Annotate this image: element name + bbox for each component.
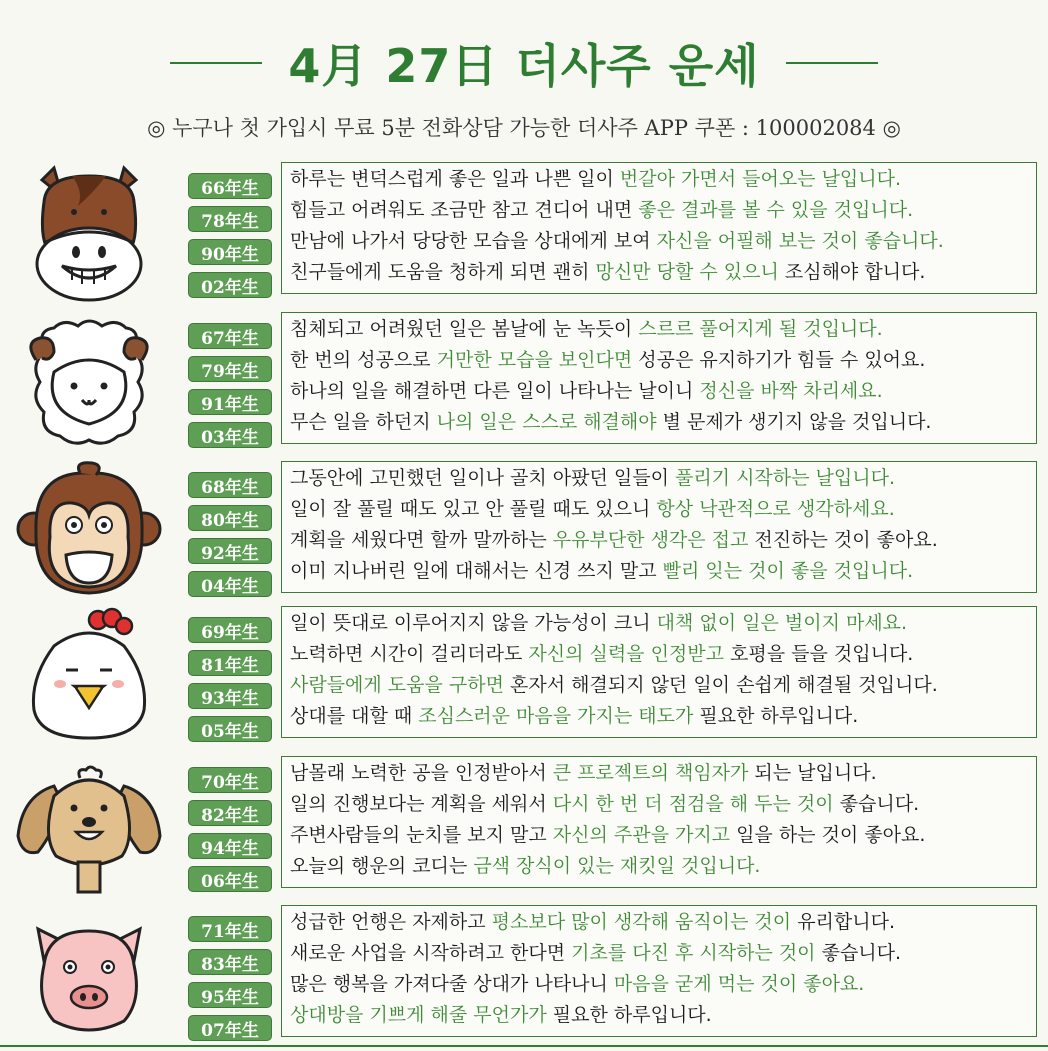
birth-year-column [188, 606, 274, 746]
birth-year-badge: 80年生 [188, 505, 272, 531]
fortune-text: 친구들에게 도움을 청하게 되면 괜히 [290, 261, 596, 283]
fortune-highlight: 정신을 바짝 차리세요. [699, 380, 883, 402]
birth-year-badge: 95年生 [188, 982, 272, 1008]
fortune-text-box [281, 162, 1037, 294]
fortune-section [0, 905, 1048, 1045]
fortune-text: 침체되고 어려웠던 일은 봄날에 눈 녹듯이 [290, 318, 639, 340]
fortune-text: 조심해야 합니다. [778, 261, 926, 283]
fortune-section [0, 461, 1048, 601]
fortune-line [290, 257, 1032, 288]
fortune-line [290, 1000, 1032, 1031]
fortune-line [290, 789, 1032, 820]
birth-year-badge: 93年生 [188, 683, 272, 709]
fortune-line [290, 851, 1032, 882]
fortune-section [0, 606, 1048, 746]
birth-year-badge: 07年生 [188, 1015, 272, 1041]
fortune-text: 일의 진행보다는 계획을 세워서 [290, 793, 553, 815]
fortune-highlight: 대책 없이 일은 벌이지 마세요. [656, 612, 908, 634]
fortune-line [290, 820, 1032, 851]
fortune-text: 많은 행복을 가져다줄 상대가 나타나니 [290, 973, 614, 995]
fortune-text-box [281, 756, 1037, 888]
fortune-text: 필요한 하루입니다. [546, 1004, 712, 1026]
fortune-line [290, 556, 1032, 587]
fortune-text: 혼자서 해결되지 않던 일이 손쉽게 해결될 것입니다. [503, 674, 938, 696]
fortune-text: 전진하는 것이 좋아요. [748, 529, 938, 551]
birth-year-column [188, 756, 274, 896]
fortune-highlight: 사람들에게 도움을 구하면 [290, 674, 504, 696]
birth-year-badge: 71年生 [188, 916, 272, 942]
fortune-line [290, 463, 1032, 494]
fortune-text-box [281, 905, 1037, 1037]
fortune-highlight: 망신만 당할 수 있으니 [595, 261, 779, 283]
monkey-icon [14, 461, 164, 601]
pig-icon [14, 905, 164, 1045]
fortune-line [290, 164, 1032, 195]
fortune-highlight: 금색 장식이 있는 재킷일 것입니다. [473, 855, 761, 877]
title-row [0, 28, 1048, 98]
fortune-line [290, 608, 1032, 639]
birth-year-badge: 82年生 [188, 800, 272, 826]
birth-year-badge: 02年生 [188, 272, 272, 298]
fortune-line [290, 345, 1032, 376]
fortune-highlight: 조심스러운 마음을 가지는 태도가 [418, 705, 694, 727]
fortune-text: 성공은 유지하기가 힘들 수 있어요. [632, 349, 926, 371]
fortune-line [290, 938, 1032, 969]
fortune-text: 한 번의 성공으로 [290, 349, 437, 371]
fortune-line [290, 314, 1032, 345]
birth-year-badge: 03年生 [188, 422, 272, 448]
fortune-text: 좋습니다. [815, 942, 902, 964]
birth-year-badge: 81年生 [188, 650, 272, 676]
fortune-text: 오늘의 행운의 코디는 [290, 855, 474, 877]
fortune-highlight: 우유부단한 생각은 접고 [552, 529, 749, 551]
birth-year-column [188, 162, 274, 302]
fortune-text: 계획을 세웠다면 할까 말까하는 [290, 529, 553, 551]
fortune-section [0, 162, 1048, 302]
page-title: 4月 27日 더사주 운세 [288, 39, 760, 93]
fortune-highlight: 다시 한 번 더 점검을 해 두는 것이 [552, 793, 834, 815]
fortune-line [290, 494, 1032, 525]
fortune-text: 성급한 언행은 자제하고 [290, 911, 492, 933]
fortune-highlight: 항상 낙관적으로 생각하세요. [656, 498, 895, 520]
birth-year-column [188, 905, 274, 1045]
fortune-text: 필요한 하루입니다. [693, 705, 859, 727]
fortune-highlight: 기초를 다진 후 시작하는 것이 [571, 942, 816, 964]
fortune-text: 새로운 사업을 시작하려고 한다면 [290, 942, 572, 964]
birth-year-badge: 66年生 [188, 173, 272, 199]
fortune-highlight: 자신의 주관을 가지고 [552, 824, 731, 846]
fortune-text-box [281, 606, 1037, 738]
birth-year-badge: 68年生 [188, 472, 272, 498]
bottom-rule [0, 1045, 1048, 1047]
fortune-text: 하루는 변덕스럽게 좋은 일과 나쁜 일이 [290, 168, 620, 190]
fortune-line [290, 525, 1032, 556]
fortune-text: 그동안에 고민했던 일이나 골치 아팠던 일들이 [290, 467, 675, 489]
fortune-text: 이미 지나버린 일에 대해서는 신경 쓰지 말고 [290, 560, 663, 582]
fortune-text: 노력하면 시간이 걸리더라도 [290, 643, 529, 665]
horse-icon [14, 162, 164, 302]
fortune-line [290, 376, 1032, 407]
fortune-section [0, 312, 1048, 452]
fortune-highlight: 마음을 굳게 먹는 것이 좋아요. [613, 973, 865, 995]
fortune-text: 하나의 일을 해결하면 다른 일이 나타나는 날이니 [290, 380, 700, 402]
fortune-text: 힘들고 어려워도 조금만 참고 견디어 내면 [290, 199, 639, 221]
fortune-highlight: 좋은 결과를 볼 수 있을 것입니다. [638, 199, 914, 221]
birth-year-badge: 79年生 [188, 356, 272, 382]
fortune-text: 되는 날입니다. [748, 762, 877, 784]
coupon-notice: ◎ 누구나 첫 가입시 무료 5분 전화상담 가능한 더사주 APP 쿠폰 : 100002084 ◎ [147, 116, 901, 140]
fortune-text: 무슨 일을 하던지 [290, 411, 437, 433]
fortune-highlight: 평소보다 많이 생각해 움직이는 것이 [491, 911, 792, 933]
birth-year-badge: 67年生 [188, 323, 272, 349]
birth-year-badge: 92年生 [188, 538, 272, 564]
fortune-highlight: 큰 프로젝트의 책임자가 [552, 762, 749, 784]
fortune-text: 남몰래 노력한 공을 인정받아서 [290, 762, 553, 784]
fortune-text: 일이 잘 풀릴 때도 있고 안 풀릴 때도 있으니 [290, 498, 657, 520]
fortune-highlight: 나의 일은 스스로 해결해야 [436, 411, 657, 433]
fortune-line [290, 195, 1032, 226]
fortune-line [290, 407, 1032, 438]
title-right-rule [786, 62, 878, 64]
fortune-text-box [281, 312, 1037, 444]
birth-year-badge: 04年生 [188, 571, 272, 597]
fortune-line [290, 670, 1032, 701]
fortune-highlight: 자신을 어필해 보는 것이 좋습니다. [656, 230, 944, 252]
rooster-icon [14, 606, 164, 746]
fortune-section [0, 756, 1048, 896]
dog-icon [14, 756, 164, 896]
birth-year-column [188, 461, 274, 601]
birth-year-column [188, 312, 274, 452]
fortune-highlight: 빨리 잊는 것이 좋을 것입니다. [662, 560, 914, 582]
birth-year-badge: 70年生 [188, 767, 272, 793]
birth-year-badge: 69年生 [188, 617, 272, 643]
fortune-highlight: 상대방을 기쁘게 해줄 무언가가 [290, 1004, 547, 1026]
fortune-line [290, 969, 1032, 1000]
birth-year-badge: 91年生 [188, 389, 272, 415]
birth-year-badge: 83年生 [188, 949, 272, 975]
fortune-line [290, 701, 1032, 732]
fortune-text: 일을 하는 것이 좋아요. [730, 824, 926, 846]
fortune-highlight: 거만한 모습을 보인다면 [436, 349, 633, 371]
fortune-line [290, 226, 1032, 257]
fortune-text: 상대를 대할 때 [290, 705, 419, 727]
fortune-text: 별 문제가 생기지 않을 것입니다. [656, 411, 932, 433]
birth-year-badge: 90年生 [188, 239, 272, 265]
fortune-text-box [281, 461, 1037, 593]
fortune-highlight: 자신의 실력을 인정받고 [528, 643, 724, 665]
fortune-highlight: 풀리기 시작하는 날입니다. [674, 467, 895, 489]
fortune-highlight: 번갈아 가면서 들어오는 날입니다. [619, 168, 902, 190]
fortune-text: 만남에 나가서 당당한 모습을 상대에게 보여 [290, 230, 657, 252]
fortune-text: 일이 뜻대로 이루어지지 않을 가능성이 크니 [290, 612, 657, 634]
fortune-text: 좋습니다. [833, 793, 920, 815]
fortune-line [290, 639, 1032, 670]
fortune-text: 호평을 들을 것입니다. [724, 643, 914, 665]
fortune-highlight: 스르르 풀어지게 될 것입니다. [638, 318, 883, 340]
title-left-rule [170, 62, 262, 64]
birth-year-badge: 78年生 [188, 206, 272, 232]
birth-year-badge: 06年生 [188, 866, 272, 892]
fortune-line [290, 907, 1032, 938]
fortune-text: 유리합니다. [791, 911, 896, 933]
birth-year-badge: 94年生 [188, 833, 272, 859]
birth-year-badge: 05年生 [188, 716, 272, 742]
fortune-line [290, 758, 1032, 789]
fortune-text: 주변사람들의 눈치를 보지 말고 [290, 824, 553, 846]
sheep-icon [14, 312, 164, 452]
